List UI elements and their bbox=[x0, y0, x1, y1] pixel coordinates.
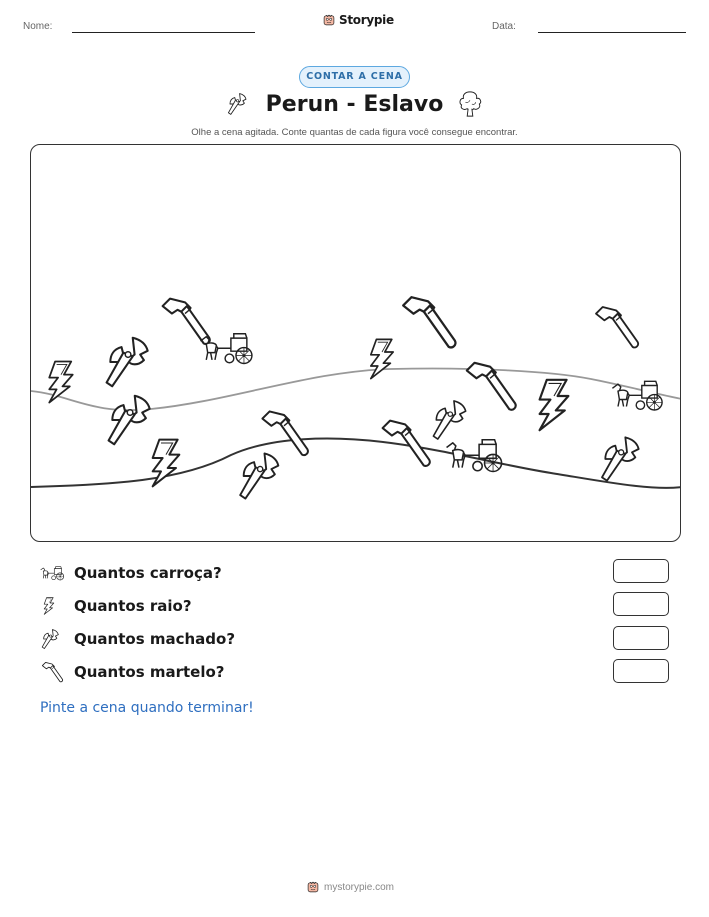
question-text: Quantos carroça? bbox=[74, 564, 222, 582]
tree-icon bbox=[456, 90, 484, 118]
lightning-figure bbox=[371, 339, 393, 378]
footer-url[interactable]: mystorypie.com bbox=[324, 881, 395, 893]
axe-figure bbox=[109, 396, 150, 445]
axe-icon bbox=[40, 627, 66, 651]
question-text: Quantos raio? bbox=[74, 597, 192, 615]
brand-logo bbox=[322, 13, 394, 27]
carriage-icon bbox=[40, 561, 66, 585]
lightning-figure bbox=[540, 380, 569, 430]
axe-figure bbox=[240, 453, 278, 498]
question-hammer bbox=[40, 660, 225, 684]
lightning-figure bbox=[153, 440, 180, 487]
activity-badge: CONTAR A CENA bbox=[299, 66, 410, 88]
axe-figure bbox=[107, 338, 148, 387]
hammer-figure bbox=[403, 297, 455, 347]
brand-name: Storypie bbox=[339, 13, 394, 27]
hill-line-back bbox=[31, 368, 681, 410]
axe-figure bbox=[433, 401, 465, 439]
hammer-figure bbox=[163, 299, 210, 344]
hammer-figure bbox=[596, 307, 638, 347]
question-text: Quantos martelo? bbox=[74, 663, 225, 681]
date-label: Data: bbox=[492, 21, 516, 32]
page-title: Perun - Eslavo bbox=[265, 92, 444, 117]
page-subtitle: Olhe a cena agitada. Conte quantas de cada figura você consegue encontrar. bbox=[191, 127, 518, 138]
hammer-icon bbox=[40, 660, 66, 684]
instruction-text: Pinte a cena quando terminar! bbox=[40, 700, 254, 716]
carriage-figure bbox=[200, 334, 251, 364]
name-label: Nome: bbox=[23, 21, 53, 32]
pie-mascot-icon bbox=[306, 880, 320, 894]
name-field[interactable] bbox=[72, 32, 255, 33]
hill-line-front bbox=[31, 439, 681, 488]
answer-box-carriage[interactable] bbox=[613, 559, 669, 583]
pie-mascot-icon bbox=[322, 13, 336, 27]
carriage-figure bbox=[447, 440, 502, 472]
answer-box-axe[interactable] bbox=[613, 626, 669, 650]
counting-scene bbox=[30, 144, 681, 542]
axe-figure bbox=[602, 437, 639, 480]
question-axe bbox=[40, 627, 235, 651]
carriage-figure bbox=[612, 381, 662, 410]
question-carriage bbox=[40, 561, 222, 585]
question-lightning bbox=[40, 594, 192, 618]
date-field[interactable] bbox=[538, 32, 686, 33]
scene-drawing bbox=[31, 145, 681, 542]
lightning-icon bbox=[40, 594, 66, 618]
footer bbox=[306, 880, 394, 894]
hammer-figure bbox=[262, 411, 307, 455]
answer-box-hammer[interactable] bbox=[613, 659, 669, 683]
answer-box-lightning[interactable] bbox=[613, 592, 669, 616]
question-text: Quantos machado? bbox=[74, 630, 236, 648]
